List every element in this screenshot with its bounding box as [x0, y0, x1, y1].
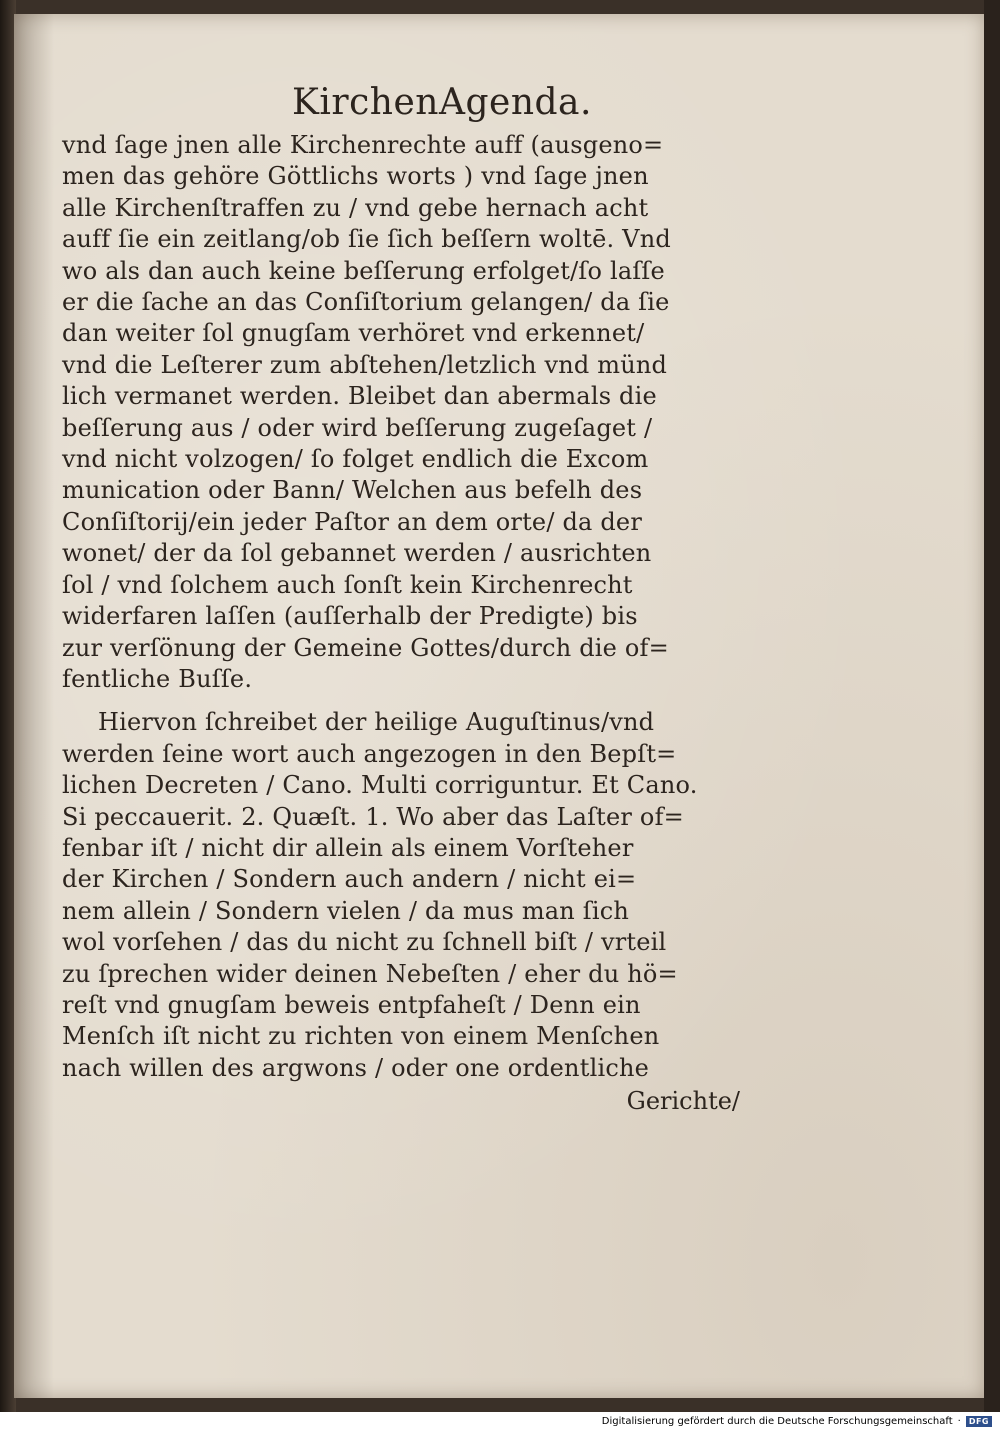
text-line: wo als dan auch keine beſſerung erfolget/ſo laſſe: [62, 256, 665, 285]
text-line: werden ſeine wort auch angezogen in den Bepſt=: [62, 739, 677, 768]
page-gutter-shadow: [14, 14, 54, 1398]
running-head: KirchenAgenda.: [292, 82, 592, 123]
text-line: wonet/ der da ſol gebannet werden / ausrichten: [62, 539, 652, 568]
book-edge-right: [984, 0, 1000, 1412]
text-line: widerfaren laſſen (auſſerhalb der Predigte) bis: [62, 602, 638, 631]
page-text: [62, 76, 742, 1118]
text-line: dan weiter ſol gnugſam verhöret vnd erkennet/: [62, 319, 645, 348]
paragraph-1: [62, 130, 742, 695]
paragraph-gap: [62, 695, 742, 707]
text-line: der Kirchen / Sondern auch andern / nicht ei=: [62, 865, 637, 894]
text-line: Conſiſtorij/ein jeder Paſtor an dem orte/ da der: [62, 507, 642, 536]
text-line: vnd ſage jnen alle Kirchenrechte auff (ausgeno=: [62, 131, 664, 159]
text-line: beſſerung aus / oder wird beſſerung zugeſaget /: [62, 413, 653, 442]
text-line: men das gehöre Göttlichs worts ) vnd ſage jnen: [62, 162, 649, 191]
text-line: lichen Decreten / Cano. Multi corriguntur. Et Cano.: [62, 771, 698, 800]
text-line: wol vorſehen / das du nicht zu ſchnell biſt / vrteil: [62, 928, 667, 957]
footer-credit: Digitalisierung gefördert durch die Deutsche Forschungsgemeinschaft: [601, 1415, 953, 1427]
text-line: zu ſprechen wider deinen Nebeſten / eher du hö=: [62, 959, 678, 988]
catchword: Gerichte/: [626, 1087, 740, 1116]
text-line: nach willen des argwons / oder one ordentliche: [62, 1053, 650, 1082]
dfg-logo: DFG: [966, 1416, 992, 1427]
text-line: nem allein / Sondern vielen / da mus man ſich: [62, 896, 630, 925]
text-line: reſt vnd gnugſam beweis entpfaheſt / Denn ein: [62, 990, 641, 1019]
text-line: er die ſache an das Conſiſtorium gelangen/ da ſie: [62, 288, 670, 317]
text-line: vnd die Leſterer zum abſtehen/letzlich vnd münd: [62, 350, 668, 379]
text-line: auff ſie ein zeitlang/ob ſie ſich beſſern woltē. Vnd: [62, 225, 671, 254]
text-line: fenbar iſt / nicht dir allein als einem Vorſteher: [62, 833, 634, 862]
text-line: zur verſönung der Gemeine Gottes/durch die of=: [62, 633, 669, 662]
text-line: alle Kirchenſtraffen zu / vnd gebe hernach acht: [62, 193, 649, 222]
footer-separator: ·: [957, 1415, 961, 1427]
text-line: Si peccauerit. 2. Quæſt. 1. Wo aber das Laſter of=: [62, 802, 684, 831]
text-line: munication oder Bann/ Welchen aus befelh des: [62, 476, 643, 505]
paragraph-2: [62, 707, 742, 1084]
text-line: Hiervon ſchreibet der heilige Auguſtinus/vnd: [98, 708, 655, 737]
text-line: fentliche Buſſe.: [62, 664, 253, 693]
digitization-footer: [602, 1413, 992, 1429]
text-line: Menſch iſt nicht zu richten von einem Menſchen: [62, 1022, 660, 1051]
text-line: vnd nicht volzogen/ ſo folget endlich die Excom: [62, 445, 649, 474]
text-line: ſol / vnd ſolchem auch ſonſt kein Kirchenrecht: [62, 570, 633, 599]
text-line: lich vermanet werden. Bleibet dan abermals die: [62, 382, 657, 411]
